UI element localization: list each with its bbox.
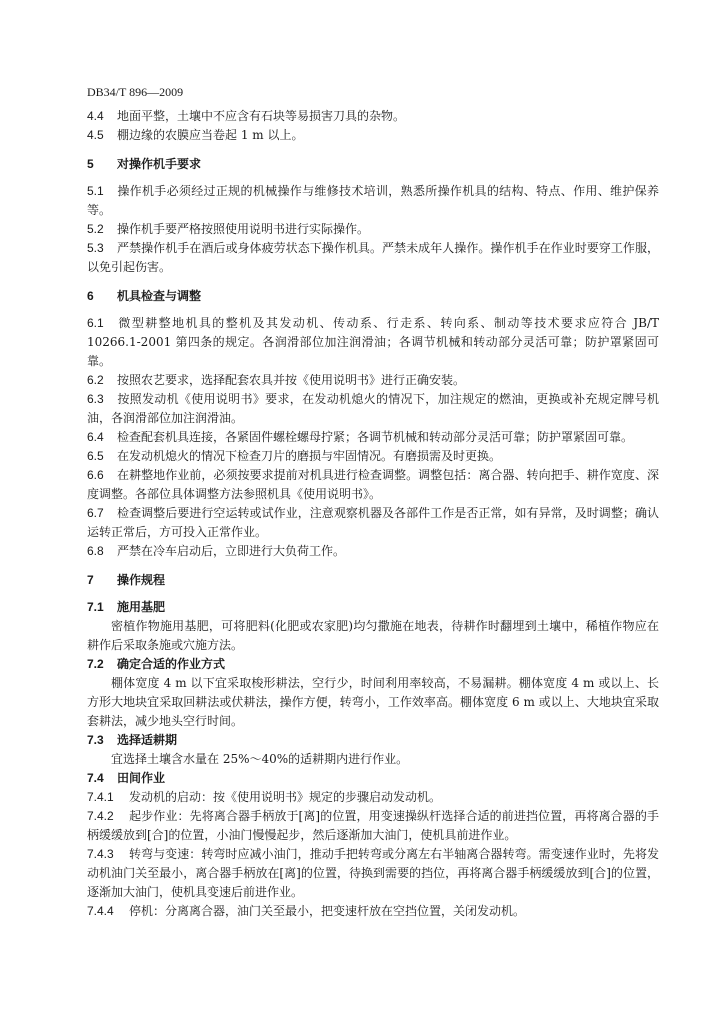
subsection-number: 7.2 xyxy=(87,657,104,671)
subsection-title: 确定合适的作业方式 xyxy=(117,657,226,671)
clause-text: 检查配套机具连接，各紧固件螺栓螺母拧紧；各调节机械和转动部分灵活可靠；防护罩紧固可靠。 xyxy=(117,430,634,444)
clause-6-8 xyxy=(87,542,659,561)
clause-number: 7.4.4 xyxy=(87,904,114,918)
clause-number: 6.1 xyxy=(87,316,104,330)
subsection-7-4-heading xyxy=(87,769,659,788)
clause-text: 操作机手要严格按照使用说明书进行实际操作。 xyxy=(117,222,370,236)
clause-text: 停机：分离离合器，油门关至最小，把变速杆放在空挡位置，关闭发动机。 xyxy=(129,904,526,918)
section-title: 对操作机手要求 xyxy=(117,157,202,171)
document-id-header: DB34/T 896—2009 xyxy=(87,85,184,99)
subsection-number: 7.1 xyxy=(87,600,104,614)
clause-number: 6.5 xyxy=(87,449,104,463)
clause-number: 6.4 xyxy=(87,430,104,444)
section-number: 7 xyxy=(87,573,94,587)
clause-6-2 xyxy=(87,371,659,390)
section-6-heading xyxy=(87,287,659,306)
clause-number: 6.8 xyxy=(87,544,104,558)
subsection-title: 田间作业 xyxy=(117,771,166,785)
clause-7-4-4 xyxy=(87,902,659,921)
section-number: 5 xyxy=(87,157,94,171)
clause-text: 地面平整，土壤中不应含有石块等易损害刀具的杂物。 xyxy=(117,109,406,123)
clause-number: 4.4 xyxy=(87,109,104,123)
clause-text: 在发动机熄火的情况下检查刀片的磨损与牢固情况。有磨损需及时更换。 xyxy=(117,449,502,463)
subsection-7-3-heading xyxy=(87,731,659,750)
document-page xyxy=(87,84,659,921)
clause-6-7 xyxy=(87,504,659,542)
subsection-7-2-text: 棚体宽度 4 m 以下宜采取梭形耕法，空行少，时间利用率较高，不易漏耕。棚体宽度 4 m 或以上、长方形大地块宜采取回耕法或伏耕法，操作方便，转弯小，工作效率高。棚体宽度 6 m 或以上、大地块宜采取套耕法，减少地头空行时间。 xyxy=(87,676,659,728)
clause-text: 微型耕整地机具的整机及其发动机、传动系、行走系、转向系、制动等技术要求应符合 JB/T 10266.1-2001 第四条的规定。各润滑部位加注润滑油；各调节机械和转动部分灵活可靠；防护罩紧固可靠。 xyxy=(87,316,659,368)
section-number: 6 xyxy=(87,289,94,303)
subsection-7-2-heading xyxy=(87,655,659,674)
clause-number: 5.3 xyxy=(87,241,104,255)
clause-text: 转弯与变速：转弯时应减小油门，推动手把转弯或分离左右半轴离合器转弯。需变速作业时，先将发动机油门关至最小，离合器手柄放在[离]的位置，待换到需要的挡位，再将离合器手柄缓缓放到[合]的位置，逐渐加大油门，使机具变速后前进作业。 xyxy=(87,847,659,899)
clause-5-3 xyxy=(87,239,659,277)
clause-6-6 xyxy=(87,466,659,504)
clause-number: 7.4.3 xyxy=(87,847,114,861)
subsection-title: 施用基肥 xyxy=(117,600,166,614)
clause-text: 严禁在冷车启动后，立即进行大负荷工作。 xyxy=(117,544,346,558)
section-title: 机具检查与调整 xyxy=(117,289,202,303)
subsection-title: 选择适耕期 xyxy=(117,733,178,747)
clause-text: 起步作业：先将离合器手柄放于[离]的位置，用变速操纵杆选择合适的前进挡位置，再将离合器的手柄缓缓放到[合]的位置，小油门慢慢起步，然后逐渐加大油门，使机具前进作业。 xyxy=(87,809,659,842)
clause-number: 6.6 xyxy=(87,468,104,482)
section-5-heading xyxy=(87,155,659,174)
clause-7-4-1 xyxy=(87,788,659,807)
clause-text: 棚边缘的农膜应当卷起 1 m 以上。 xyxy=(117,128,304,142)
clause-6-3 xyxy=(87,390,659,428)
clause-7-4-3 xyxy=(87,845,659,902)
subsection-7-1-heading xyxy=(87,598,659,617)
clause-number: 5.2 xyxy=(87,222,104,236)
subsection-number: 7.4 xyxy=(87,771,104,785)
clause-number: 5.1 xyxy=(87,184,104,198)
clause-text: 操作机手必须经过正规的机械操作与维修技术培训，熟悉所操作机具的结构、特点、作用、维护保养等。 xyxy=(87,184,659,217)
clause-number: 4.5 xyxy=(87,128,104,142)
clause-text: 在耕整地作业前，必须按要求提前对机具进行检查调整。调整包括：离合器、转向把手、耕作宽度、深度调整。各部位具体调整方法参照机具《使用说明书》。 xyxy=(87,468,659,501)
clause-6-5 xyxy=(87,447,659,466)
section-title: 操作规程 xyxy=(117,573,166,587)
clause-number: 6.7 xyxy=(87,506,104,520)
clause-number: 6.3 xyxy=(87,392,104,406)
clause-number: 7.4.1 xyxy=(87,790,114,804)
clause-6-4 xyxy=(87,428,659,447)
clause-6-1 xyxy=(87,314,659,371)
clause-4-5 xyxy=(87,126,659,145)
clause-5-1 xyxy=(87,182,659,220)
clause-text: 严禁操作机手在酒后或身体疲劳状态下操作机具。严禁未成年人操作。操作机手在作业时要穿工作服，以免引起伤害。 xyxy=(87,241,659,274)
subsection-7-1-text: 密植作物施用基肥，可将肥料(化肥或农家肥)均匀撒施在地表，待耕作时翻埋到土壤中，稀植作物应在耕作后采取条施或穴施方法。 xyxy=(87,619,659,652)
subsection-number: 7.3 xyxy=(87,733,104,747)
clause-text: 按照农艺要求，选择配套农具并按《使用说明书》进行正确安装。 xyxy=(117,373,466,387)
clause-7-4-2 xyxy=(87,807,659,845)
clause-5-2 xyxy=(87,220,659,239)
clause-text: 检查调整后要进行空运转或试作业，注意观察机器及各部件工作是否正常，如有异常，及时调整；确认运转正常后，方可投入正常作业。 xyxy=(87,506,659,539)
clause-4-4 xyxy=(87,107,659,126)
subsection-7-3-text: 宜选择土壤含水量在 25%～40%的适耕期内进行作业。 xyxy=(111,752,409,766)
clause-text: 发动机的启动：按《使用说明书》规定的步骤启动发动机。 xyxy=(129,790,442,804)
clause-number: 6.2 xyxy=(87,373,104,387)
section-7-heading xyxy=(87,571,659,590)
clause-number: 7.4.2 xyxy=(87,809,114,823)
clause-text: 按照发动机《使用说明书》要求，在发动机熄火的情况下，加注规定的燃油，更换或补充规定牌号机油，各润滑部位加注润滑油。 xyxy=(87,392,659,425)
